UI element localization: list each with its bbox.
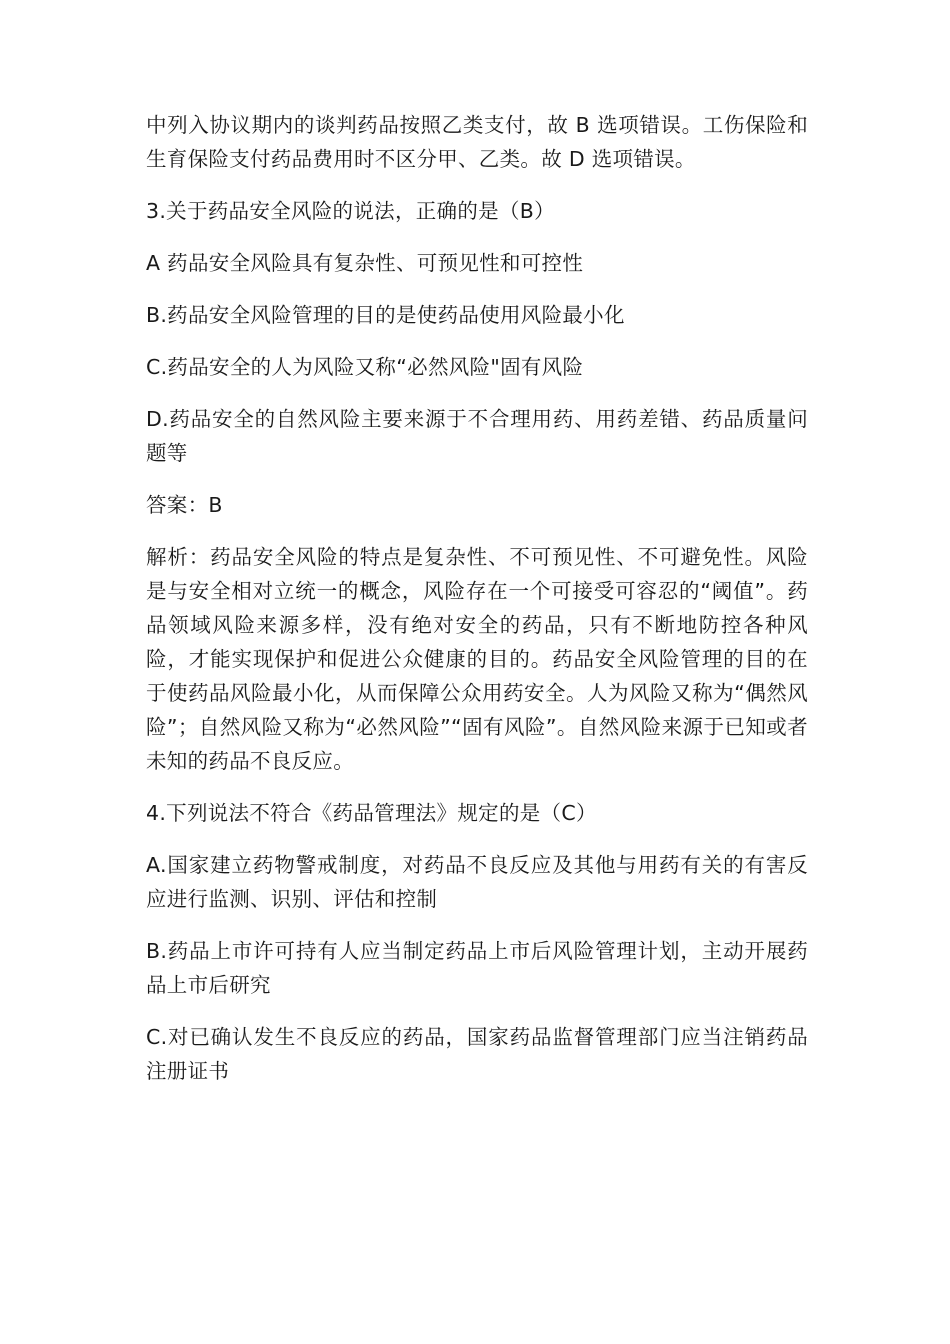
question-4-option-c: C.对已确认发生不良反应的药品，国家药品监督管理部门应当注销药品注册证书 [146, 1025, 808, 1083]
paragraph-previous-explanation: 中列入协议期内的谈判药品按照乙类支付，故 B 选项错误。工伤保险和生育保险支付药品费用时不区分甲、乙类。故 D 选项错误。 [146, 113, 808, 171]
question-3-answer: 答案：B [146, 493, 223, 517]
question-3-option-c: C.药品安全的人为风险又称“必然风险"固有风险 [146, 355, 584, 379]
question-3-option-b: B.药品安全风险管理的目的是使药品使用风险最小化 [146, 303, 625, 327]
question-3: 3.关于药品安全风险的说法，正确的是（B） [146, 199, 555, 223]
question-3-option-a: A 药品安全风险具有复杂性、可预见性和可控性 [146, 251, 584, 275]
question-4: 4.下列说法不符合《药品管理法》规定的是（C） [146, 801, 597, 825]
document-body [146, 108, 808, 1106]
question-4-option-a: A.国家建立药物警戒制度，对药品不良反应及其他与用药有关的有害反应进行监测、识别、评估和控制 [146, 853, 808, 911]
question-3-option-d: D.药品安全的自然风险主要来源于不合理用药、用药差错、药品质量问题等 [146, 407, 808, 465]
question-4-option-b: B.药品上市许可持有人应当制定药品上市后风险管理计划，主动开展药品上市后研究 [146, 939, 808, 997]
question-3-explanation: 解析：药品安全风险的特点是复杂性、不可预见性、不可避免性。风险是与安全相对立统一的概念，风险存在一个可接受可容忍的“阈值”。药品领域风险来源多样，没有绝对安全的药品，只有不断地防控各种风险，才能实现保护和促进公众健康的目的。药品安全风险管理的目的在于使药品风险最小化，从而保障公众用药安全。人为风险又称为“偶然风险”；自然风险又称为“必然风险”“固有风险”。自然风险来源于已知或者未知的药品不良反应。 [146, 545, 808, 773]
